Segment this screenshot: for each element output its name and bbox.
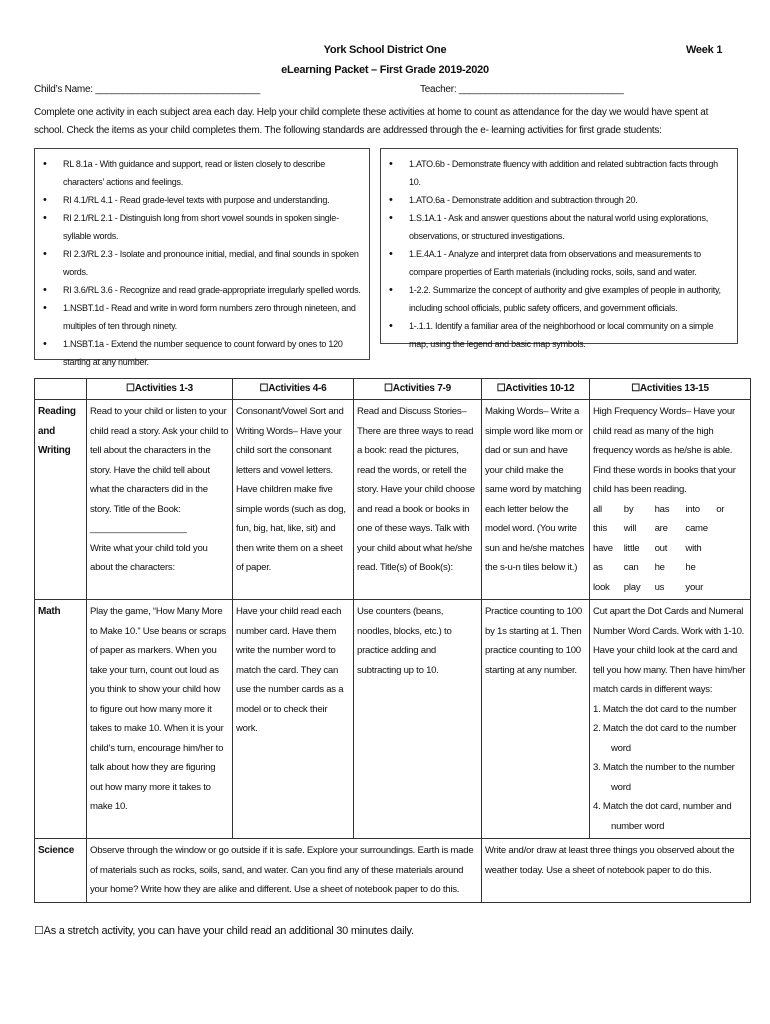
table-row-reading xyxy=(35,400,751,600)
standard-item: • 1.S.1A.1 - Ask and answer questions about the natural world using explorations, observations, or structured investigations. xyxy=(409,209,731,245)
math-activity-4-6: Have your child read each number card. Have them write the number word to match the card. They can use the number cards as a model or to check their work. xyxy=(233,600,354,839)
hf-word: can xyxy=(623,562,639,573)
hf-word: have xyxy=(593,542,613,554)
hf-word: into xyxy=(685,503,700,515)
standards-box-right xyxy=(380,148,738,349)
matching-step: 3. Match the number to the number word xyxy=(593,762,735,793)
subject-science: Science xyxy=(35,839,87,903)
corner-cell xyxy=(35,379,87,400)
standard-item: • 1.ATO.6a - Demonstrate addition and subtraction through 20. xyxy=(409,191,731,209)
hf-word: are xyxy=(654,523,668,534)
reading-activity-4-6: Consonant/Vowel Sort and Writing Words– Have your child sort the consonant letters and vowel letters. Have children make five simple words (such as dog, fun, big, hat, like, sit) and then write them on a sheet of paper. xyxy=(233,400,354,600)
standard-item: • RI 2.1/RL 2.1 - Distinguish long from short vowel sounds in spoken single-syllable words. xyxy=(63,209,363,245)
standard-item: • 1.ATO.6b - Demonstrate fluency with addition and related subtraction facts through 10. xyxy=(409,155,731,191)
subject-math: Math xyxy=(35,600,87,839)
high-frequency-instructions: High Frequency Words– Have your child read as many of the high frequency words as he/she is able. Find these words in books that your child has been reading. xyxy=(593,406,736,495)
reading-activity-10-12: Making Words– Write a simple word like mom or dad or sun and have your child make the same word by matching each letter below the model word. (You write sun and he/she matches the s-u-n tiles below it.) xyxy=(482,400,590,600)
hf-word: will xyxy=(623,523,637,534)
table-row-math xyxy=(35,600,751,839)
standard-item: • RL 8.1a - With guidance and support, read or listen closely to describe characters’ actions and feelings. xyxy=(63,155,363,191)
dot-card-instructions: Cut apart the Dot Cards and Numeral Number Word Cards. Work with 1-10. Have your child look at the card and tell you how many. Then have him/her match cards in different ways: xyxy=(593,606,746,695)
stretch-activity-note[interactable]: ☐As a stretch activity, you can have your child read an additional 30 minutes daily. xyxy=(34,925,414,937)
hf-word: with xyxy=(685,542,702,554)
reading-activity-text: Read to your child or listen to your child read a story. Ask your child to tell about the characters in the story. Have the child tell about what the characters did in the story. Title of the Book: xyxy=(90,406,229,515)
standards-box-left xyxy=(34,148,370,367)
hf-word xyxy=(716,558,747,578)
standard-item: • 1.E.4A.1 - Analyze and interpret data from observations and measurements to compare properties of Earth materials (including rocks, soils, sand and water. xyxy=(409,245,731,281)
science-activity-10-15: Write and/or draw at least three things you observed about the weather today. Use a sheet of notebook paper to do this. xyxy=(482,839,751,903)
high-frequency-word-grid xyxy=(593,500,747,598)
math-activity-1-3: Play the game, “How Many More to Make 10.” Use beans or scraps of paper as markers. When you take your turn, count out loud as you think to show your child how to figure out how many more it takes to make 10. When it is your child’s turn, encourage him/her to talk about how they are figuring out how many more it takes to make 10. xyxy=(87,600,233,839)
district-title: York School District One xyxy=(323,44,447,56)
column-header-activities-7-9[interactable]: ☐Activities 7-9 xyxy=(354,379,482,400)
reading-activity-13-15 xyxy=(590,400,751,600)
hf-word: play xyxy=(623,581,641,593)
hf-word: us xyxy=(654,581,665,593)
reading-activity-tail: Write what your child told you about the characters: xyxy=(90,542,208,573)
reading-activity-7-9: Read and Discuss Stories– There are three ways to read a book: read the pictures, read the words, or retell the story. Have your child choose and read a book or books in one of these ways. Talk with your child about what he/she read. Title(s) of Book(s): xyxy=(354,400,482,600)
math-activity-10-12: Practice counting to 100 by 1s starting at 1. Then practice counting to 100 starting at any number. xyxy=(482,600,590,839)
matching-step: 4. Match the dot card, number and number word xyxy=(593,801,732,832)
hf-word: as xyxy=(593,562,603,573)
book-title-blank: ___________________ xyxy=(90,523,187,534)
hf-word: out xyxy=(654,542,668,554)
hf-word: your xyxy=(685,581,704,593)
teacher-field: Teacher: _______________________________ xyxy=(420,84,624,95)
subject-reading-writing: Reading and Writing xyxy=(35,400,87,600)
hf-word: look xyxy=(593,581,610,593)
intro-text: Complete one activity in each subject area each day. Help your child complete these activities at home to count as attendance for the day we would have spent at school. Check the items as your child completes them. The following standards are addressed through the e- learning activities for first grade students: xyxy=(34,107,709,136)
standard-item: • 1.NSBT.1a - Extend the number sequence to count forward by ones to 120 starting at any number. xyxy=(63,335,363,371)
hf-word: all xyxy=(593,503,602,515)
hf-word: he xyxy=(685,562,696,573)
hf-word: this xyxy=(593,523,607,534)
hf-word: by xyxy=(623,503,634,515)
column-header-activities-13-15[interactable]: ☐Activities 13-15 xyxy=(590,379,751,400)
standards-list-right xyxy=(381,149,737,353)
standards-list-left xyxy=(35,149,369,371)
table-header-row xyxy=(35,379,751,400)
hf-word xyxy=(716,578,747,598)
hf-word: little xyxy=(623,542,640,554)
hf-word xyxy=(716,519,747,539)
hf-word: came xyxy=(685,523,708,534)
science-activity-1-9: Observe through the window or go outside if it is safe. Explore your surroundings. Earth is made of materials such as rocks, soils, sand, and water. Can you find any of these materials around your home? Write how they are alike and different. Use a sheet of notebook paper to do this. xyxy=(87,839,482,903)
standard-item: • 1.NSBT.1d - Read and write in word form numbers zero through nineteen, and multiples of ten through ninety. xyxy=(63,299,363,335)
standard-item: • RI 4.1/RL 4.1 - Read grade-level texts with purpose and understanding. xyxy=(63,191,363,209)
math-activity-7-9: Use counters (beans, noodles, blocks, etc.) to practice adding and subtracting up to 10. xyxy=(354,600,482,839)
packet-subtitle: eLearning Packet – First Grade 2019-2020 xyxy=(281,64,489,76)
reading-activity-1-3 xyxy=(87,400,233,600)
standard-item: • RI 3.6/RL 3.6 - Recognize and read grade-appropriate irregularly spelled words. xyxy=(63,281,363,299)
math-activity-13-15 xyxy=(590,600,751,839)
table-row-science xyxy=(35,839,751,903)
column-header-activities-4-6[interactable]: ☐Activities 4-6 xyxy=(233,379,354,400)
hf-word xyxy=(716,539,747,559)
week-label: Week 1 xyxy=(686,44,723,56)
hf-word: or xyxy=(716,503,725,515)
column-header-activities-10-12[interactable]: ☐Activities 10-12 xyxy=(482,379,590,400)
activities-table xyxy=(34,378,751,903)
matching-steps-list xyxy=(593,700,747,837)
standard-item: • 1-2.2. Summarize the concept of authority and give examples of people in authority, including school officials, public safety officers, and government officials. xyxy=(409,281,731,317)
standard-item: • RI 2.3/RL 2.3 - Isolate and pronounce initial, medial, and final sounds in spoken words. xyxy=(63,245,363,281)
hf-word: he xyxy=(654,562,665,573)
child-name-field: Child’s Name: _______________________________ xyxy=(34,84,260,95)
standard-item: • 1-.1.1. Identify a familiar area of the neighborhood or local community on a simple map, using the legend and basic map symbols. xyxy=(409,317,731,353)
matching-step: 2. Match the dot card to the number word xyxy=(593,723,737,754)
matching-step: 1. Match the dot card to the number xyxy=(593,703,737,715)
hf-word: has xyxy=(654,503,670,515)
column-header-activities-1-3[interactable]: ☐Activities 1-3 xyxy=(87,379,233,400)
